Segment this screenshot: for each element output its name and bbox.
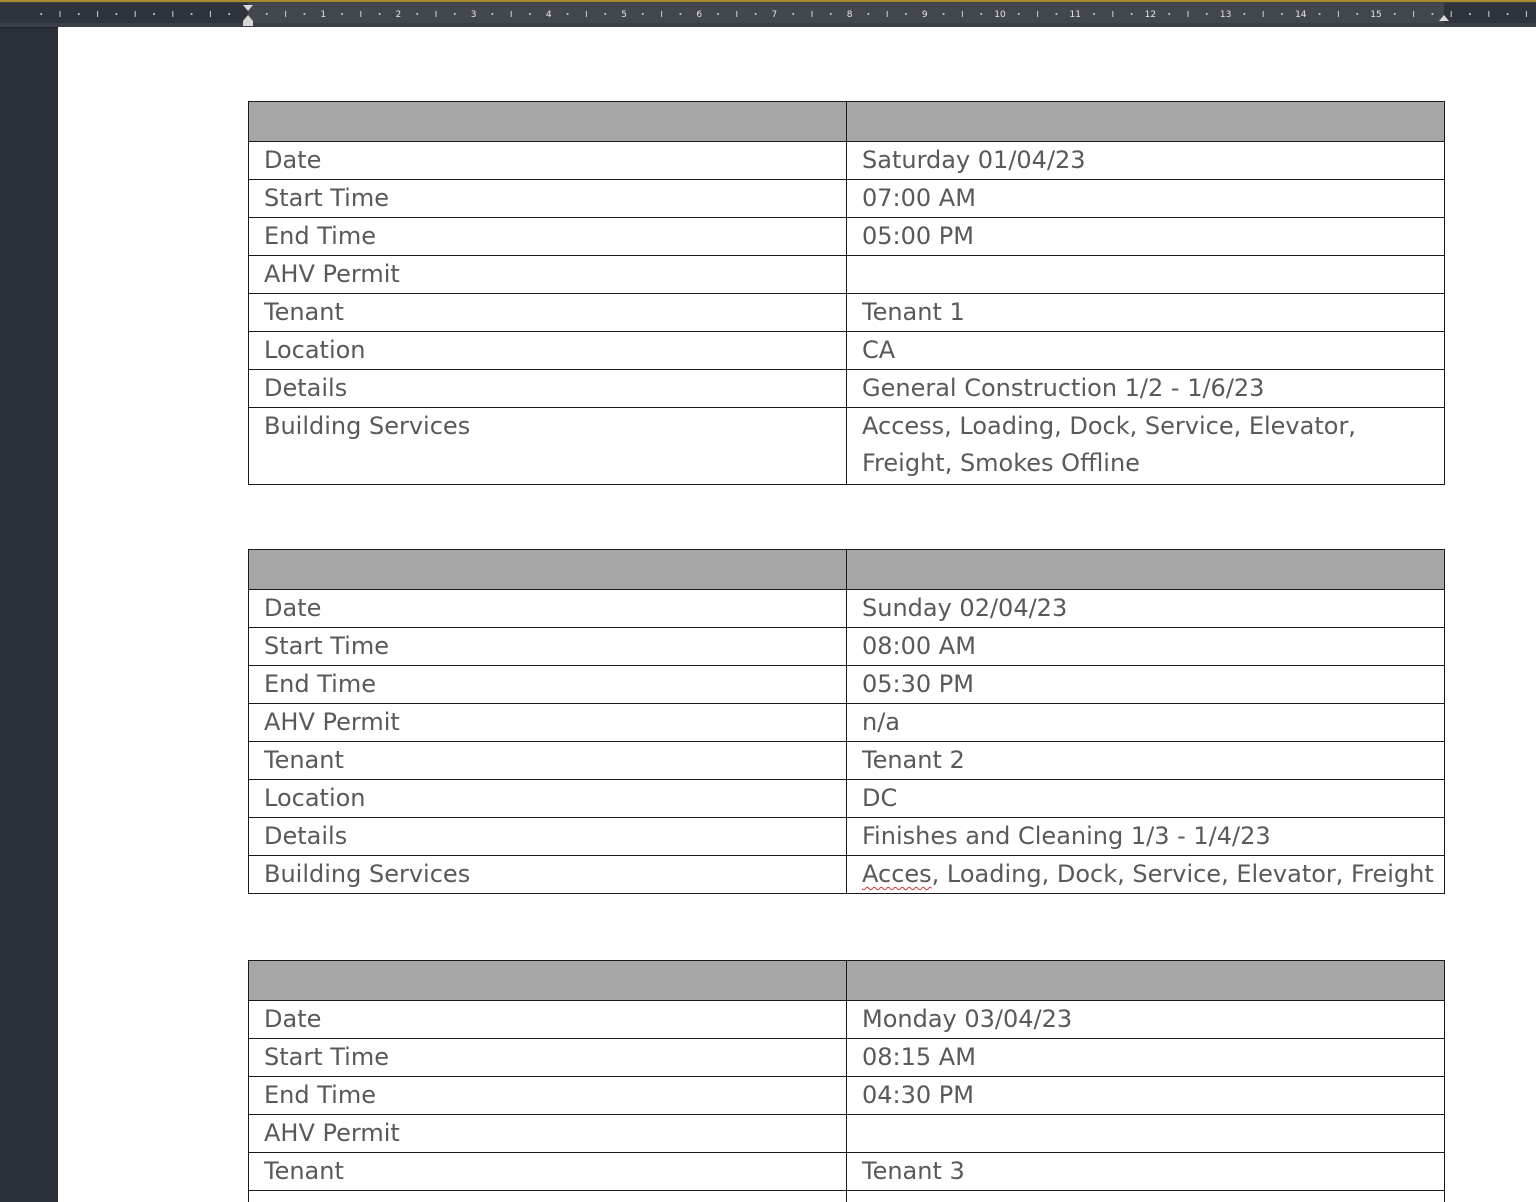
label-location[interactable]: Location (249, 332, 847, 370)
table-row (249, 628, 1445, 666)
table-row (249, 256, 1445, 294)
ruler-minor-mark (1469, 13, 1471, 15)
label-tenant[interactable]: Tenant (249, 742, 847, 780)
table-row (249, 742, 1445, 780)
building-services-text: , Loading, Dock, Service, Elevator, Freight (931, 860, 1434, 888)
ruler-number: 15 (1370, 10, 1382, 20)
value-building-services[interactable]: Access, Loading, Dock, Service, Elevator, Freight, Smokes Offline (847, 408, 1445, 485)
ruler-minor-mark (1131, 13, 1133, 15)
ruler-minor-mark (943, 13, 945, 15)
label-details[interactable]: Details (249, 818, 847, 856)
header-cell-right[interactable] (847, 550, 1445, 590)
ruler-number: 7 (771, 10, 778, 20)
label-date[interactable]: Date (249, 1001, 847, 1039)
table-cell-partial[interactable] (847, 1191, 1445, 1202)
label-building-services[interactable]: Building Services (249, 856, 847, 894)
ruler-minor-mark (1319, 13, 1321, 15)
ruler-minor-mark (980, 13, 982, 15)
table-row (249, 142, 1445, 180)
label-date[interactable]: Date (249, 142, 847, 180)
spellcheck-flagged-word[interactable]: Acces (862, 860, 932, 888)
schedule-table-3[interactable] (248, 960, 1445, 1202)
value-location[interactable]: CA (847, 332, 1445, 370)
ruler-minor-mark (792, 13, 794, 15)
value-start-time[interactable]: 07:00 AM (847, 180, 1445, 218)
ruler-minor-mark (303, 13, 305, 15)
table-cell-partial[interactable] (249, 1191, 847, 1202)
ruler-minor-mark (905, 13, 907, 15)
value-date[interactable]: Monday 03/04/23 (847, 1001, 1445, 1039)
table-row (249, 370, 1445, 408)
ruler-minor-mark (454, 13, 456, 15)
label-tenant[interactable]: Tenant (249, 1153, 847, 1191)
label-building-services[interactable]: Building Services (249, 408, 847, 485)
schedule-table-1[interactable] (248, 101, 1445, 485)
value-start-time[interactable]: 08:00 AM (847, 628, 1445, 666)
table-row (249, 704, 1445, 742)
value-end-time[interactable]: 04:30 PM (847, 1077, 1445, 1115)
ruler-minor-mark (78, 13, 80, 15)
table-row (249, 1153, 1445, 1191)
ruler-minor-mark (266, 13, 268, 15)
table-row (249, 856, 1445, 894)
table-row (249, 1039, 1445, 1077)
table-header-row (249, 102, 1445, 142)
label-location[interactable]: Location (249, 780, 847, 818)
ruler-minor-mark (379, 13, 381, 15)
header-cell-right[interactable] (847, 102, 1445, 142)
table-header-row (249, 961, 1445, 1001)
table-row (249, 1115, 1445, 1153)
label-start-time[interactable]: Start Time (249, 180, 847, 218)
ruler-minor-mark (567, 13, 569, 15)
label-date[interactable]: Date (249, 590, 847, 628)
ruler-number: 10 (994, 10, 1006, 20)
table-row (249, 180, 1445, 218)
table-row (249, 780, 1445, 818)
ruler-minor-mark (228, 13, 230, 15)
table-row (249, 1001, 1445, 1039)
label-end-time[interactable]: End Time (249, 1077, 847, 1115)
ruler-number: 5 (621, 10, 627, 20)
ruler-minor-mark (679, 13, 681, 15)
ruler-scale (0, 0, 1536, 27)
label-details[interactable]: Details (249, 370, 847, 408)
ruler-minor-mark (40, 13, 42, 15)
ruler-number: 11 (1069, 10, 1081, 20)
ruler-number: 4 (545, 10, 552, 20)
value-start-time[interactable]: 08:15 AM (847, 1039, 1445, 1077)
ruler-minor-mark (867, 13, 869, 15)
value-end-time[interactable]: 05:00 PM (847, 218, 1445, 256)
label-start-time[interactable]: Start Time (249, 628, 847, 666)
ruler-minor-mark (830, 13, 832, 15)
ruler-minor-mark (604, 13, 606, 15)
value-ahv-permit[interactable] (847, 1115, 1445, 1153)
value-date[interactable]: Sunday 02/04/23 (847, 590, 1445, 628)
table-row (249, 1191, 1445, 1202)
ruler-minor-mark (1018, 13, 1020, 15)
table-row (249, 818, 1445, 856)
header-cell-left[interactable] (249, 961, 847, 1001)
ruler-minor-mark (755, 13, 757, 15)
ruler-minor-mark (115, 13, 117, 15)
label-tenant[interactable]: Tenant (249, 294, 847, 332)
ruler-minor-mark (529, 13, 531, 15)
ruler-minor-mark (1055, 13, 1057, 15)
ruler-number: 6 (696, 10, 703, 20)
document-page[interactable] (58, 27, 1536, 1202)
hanging-indent-marker (243, 15, 253, 21)
right-indent-marker (1439, 15, 1449, 21)
value-details[interactable]: General Construction 1/2 - 1/6/23 (847, 370, 1445, 408)
label-end-time[interactable]: End Time (249, 666, 847, 704)
ruler-minor-mark (1356, 13, 1358, 15)
label-ahv-permit[interactable]: AHV Permit (249, 256, 847, 294)
value-ahv-permit[interactable]: n/a (847, 704, 1445, 742)
value-location[interactable]: DC (847, 780, 1445, 818)
ruler-number: 13 (1219, 10, 1232, 20)
table-header-row (249, 550, 1445, 590)
ruler-minor-mark (341, 13, 343, 15)
header-cell-right[interactable] (847, 961, 1445, 1001)
ruler-minor-mark (642, 13, 644, 15)
first-line-indent-marker (243, 5, 253, 11)
ruler-number: 3 (470, 10, 477, 20)
table-row (249, 590, 1445, 628)
label-start-time[interactable]: Start Time (249, 1039, 847, 1077)
ruler-number: 14 (1295, 10, 1307, 20)
ruler-number: 8 (846, 10, 853, 20)
header-cell-left[interactable] (249, 102, 847, 142)
value-date[interactable]: Saturday 01/04/23 (847, 142, 1445, 180)
ruler-minor-mark (191, 13, 193, 15)
value-tenant[interactable]: Tenant 1 (847, 294, 1445, 332)
value-building-services[interactable] (847, 856, 1445, 894)
ruler-minor-mark (153, 13, 155, 15)
ruler-minor-mark (1206, 13, 1208, 15)
ruler-minor-mark (1093, 13, 1095, 15)
ruler-minor-mark (1243, 13, 1245, 15)
value-tenant[interactable]: Tenant 2 (847, 742, 1445, 780)
ruler-minor-mark (1168, 13, 1170, 15)
ruler-minor-mark (1507, 13, 1509, 15)
ruler-minor-mark (491, 13, 493, 15)
ruler-minor-mark (1394, 13, 1396, 15)
ruler-number: 1 (320, 10, 327, 20)
value-tenant[interactable]: Tenant 3 (847, 1153, 1445, 1191)
table-row (249, 408, 1445, 485)
left-indent-marker (243, 21, 253, 26)
table-row (249, 666, 1445, 704)
value-ahv-permit[interactable] (847, 256, 1445, 294)
ruler-number: 2 (395, 10, 402, 20)
ruler-number: 9 (921, 10, 928, 20)
ruler-minor-mark (1281, 13, 1283, 15)
ruler-number: 12 (1144, 10, 1157, 20)
ruler-minor-mark (717, 13, 719, 15)
schedule-table-2[interactable] (248, 549, 1445, 894)
table-row (249, 332, 1445, 370)
table-row (249, 1077, 1445, 1115)
ruler-minor-mark (1431, 13, 1433, 15)
label-end-time[interactable]: End Time (249, 218, 847, 256)
header-cell-left[interactable] (249, 550, 847, 590)
ruler-minor-mark (416, 13, 418, 15)
label-ahv-permit[interactable]: AHV Permit (249, 1115, 847, 1153)
horizontal-ruler[interactable] (0, 0, 1536, 28)
label-ahv-permit[interactable]: AHV Permit (249, 704, 847, 742)
table-row (249, 294, 1445, 332)
value-end-time[interactable]: 05:30 PM (847, 666, 1445, 704)
value-details[interactable]: Finishes and Cleaning 1/3 - 1/4/23 (847, 818, 1445, 856)
table-row (249, 218, 1445, 256)
